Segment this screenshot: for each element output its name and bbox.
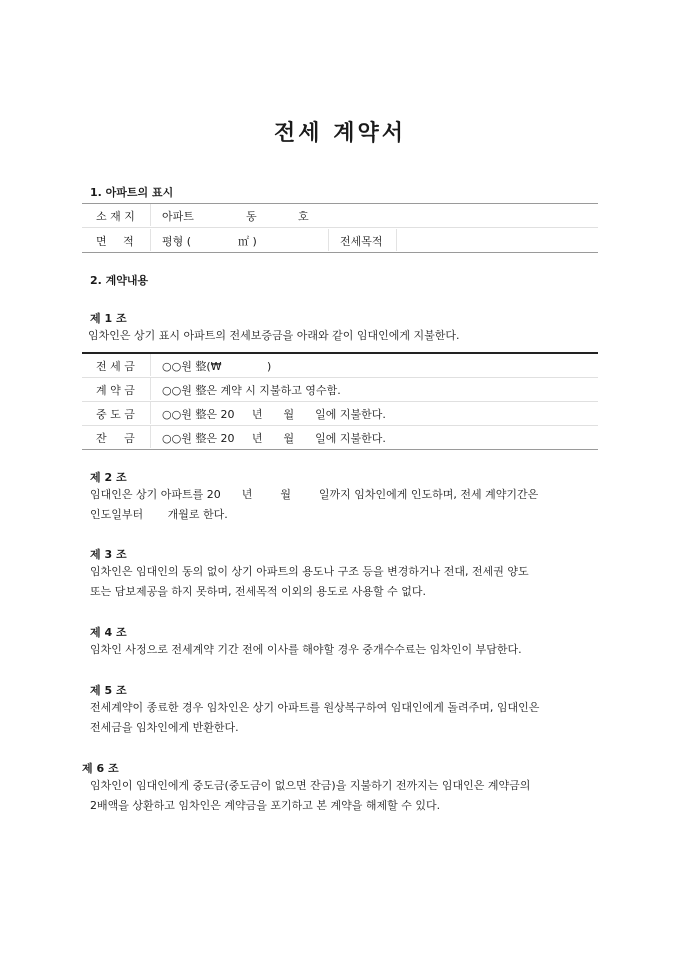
area-unit: ㎡ ) — [238, 235, 257, 248]
clause-3-title: 제 3 조 — [90, 548, 127, 561]
document-title: 전세 계약서 — [274, 121, 406, 146]
section-heading-property: 1. 아파트의 표시 — [90, 186, 174, 199]
clause-1-text: 임차인은 상기 표시 아파트의 전세보증금을 아래와 같이 임대인에게 지불한다. — [88, 329, 460, 342]
payment-label: 전 세 금 — [96, 360, 135, 373]
dong-field: 동 — [246, 210, 257, 223]
cell-divider — [150, 426, 151, 448]
purpose-label: 전세목적 — [340, 235, 383, 248]
location-label: 소 재 지 — [96, 210, 135, 223]
clause-5-line-1: 전세계약이 종료한 경우 임차인은 상기 아파트를 원상복구하여 임대인에게 돌려주며, 임대인은 — [90, 701, 540, 714]
cell-divider — [328, 229, 329, 251]
payment-row — [82, 402, 598, 424]
cell-divider — [150, 354, 151, 376]
clause-2-line-1: 임대인은 상기 아파트를 20 년 월 일까지 임차인에게 인도하며, 전세 계약기간은 — [90, 488, 539, 501]
payment-table-bottom-border — [82, 449, 598, 450]
payment-value: ○○원 整은 20 년 월 일에 지불한다. — [162, 432, 386, 445]
clause-6-line-2: 2배액을 상환하고 임차인은 계약금을 포기하고 본 계약을 해제할 수 있다. — [90, 799, 441, 812]
payment-value: ○○원 整은 계약 시 지불하고 영수함. — [162, 384, 341, 397]
payment-value: ○○원 整(₩ ) — [162, 360, 272, 373]
clause-5-line-2: 전세금을 임차인에게 반환한다. — [90, 721, 239, 734]
cell-divider — [150, 204, 151, 226]
clause-2-title: 제 2 조 — [90, 471, 127, 484]
clause-6-title: 제 6 조 — [82, 762, 119, 775]
section-heading-contract: 2. 계약내용 — [90, 274, 149, 287]
payment-label: 계 약 금 — [96, 384, 135, 397]
cell-divider — [150, 229, 151, 251]
clause-4-title: 제 4 조 — [90, 626, 127, 639]
payment-value: ○○원 整은 20 년 월 일에 지불한다. — [162, 408, 386, 421]
cell-divider — [150, 402, 151, 424]
clause-1-title: 제 1 조 — [90, 312, 127, 325]
clause-3-line-1: 임차인은 임대인의 동의 없이 상기 아파트의 용도나 구조 등을 변경하거나 전대, 전세권 양도 — [90, 565, 529, 578]
cell-divider — [150, 378, 151, 400]
clause-4-line-1: 임차인 사정으로 전세계약 기간 전에 이사를 해야할 경우 중개수수료는 임차인이 부담한다. — [90, 643, 522, 656]
payment-row — [82, 354, 598, 376]
clause-6-line-1: 임차인이 임대인에게 중도금(중도금이 없으면 잔금)을 지불하기 전까지는 임대인은 계약금의 — [90, 779, 531, 792]
row-divider — [82, 227, 598, 228]
payment-label: 잔 금 — [96, 432, 135, 445]
payment-label: 중 도 금 — [96, 408, 135, 421]
area-label: 면 적 — [96, 235, 135, 248]
clause-2-line-2: 인도일부터 개월로 한다. — [90, 508, 228, 521]
clause-3-line-2: 또는 담보제공을 하지 못하며, 전세목적 이외의 용도로 사용할 수 없다. — [90, 585, 426, 598]
apartment-field: 아파트 — [162, 210, 194, 223]
property-row-location — [82, 204, 598, 226]
payment-row — [82, 426, 598, 448]
table-bottom-border — [82, 252, 598, 253]
clause-5-title: 제 5 조 — [90, 684, 127, 697]
ho-field: 호 — [298, 210, 309, 223]
property-row-area — [82, 229, 598, 251]
cell-divider — [396, 229, 397, 251]
payment-row — [82, 378, 598, 400]
pyeong-field: 평형 ( — [162, 235, 192, 248]
